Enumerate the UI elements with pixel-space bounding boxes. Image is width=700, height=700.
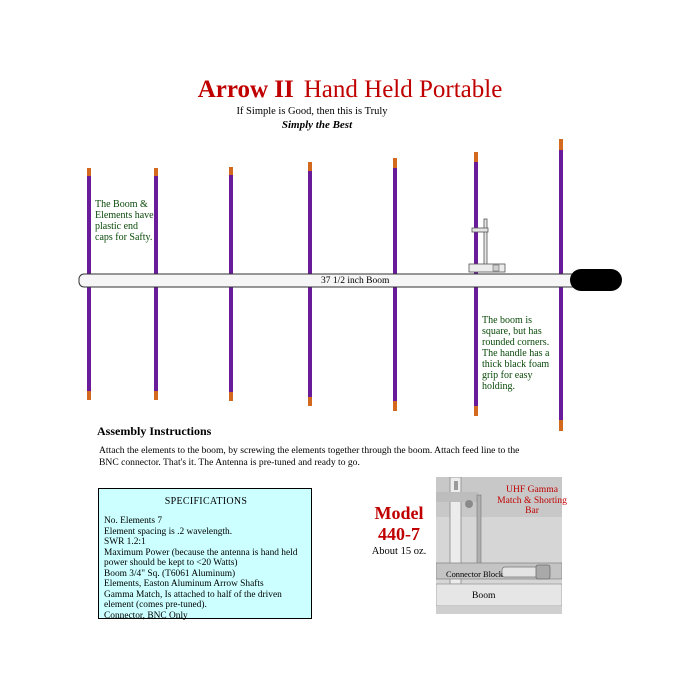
- spec-item: Elements, Easton Aluminum Arrow Shafts: [104, 579, 264, 589]
- photo-label-connector-block: Connector Block: [446, 570, 503, 579]
- element-3-bottom-cap: [229, 392, 233, 401]
- bnc-connector: [493, 265, 499, 271]
- spec-item: Maximum Power (because the antenna is hand held power should be kept to <20 Watts): [104, 547, 298, 568]
- subtitle: If Simple is Good, then this is Truly: [236, 106, 388, 117]
- element-3-top-cap: [229, 167, 233, 175]
- element-6-top-cap: [474, 152, 478, 162]
- element-7-top-cap: [559, 139, 563, 150]
- element-1-top-cap: [87, 168, 91, 176]
- shorting-bar: [472, 228, 488, 232]
- element-5-bottom-cap: [393, 401, 397, 411]
- photo-label-gamma-match: UHF Gamma Match & Shorting Bar: [497, 484, 567, 516]
- element-4-top-cap: [308, 162, 312, 171]
- boom-handle-note: The boom is square, but has rounded corners. The handle has a thick black foam grip for easy holding.: [482, 315, 550, 392]
- spec-item: No. Elements 7: [104, 516, 163, 526]
- element-2-top-cap: [154, 168, 158, 176]
- spec-item: Boom 3/4" Sq. (T6061 Aluminum): [104, 568, 236, 579]
- photo-label-boom: Boom: [472, 590, 496, 601]
- photo-boom: [436, 584, 562, 606]
- specifications-title: SPECIFICATIONS: [164, 496, 248, 507]
- spec-item: SWR 1.2:1: [104, 537, 146, 547]
- element-7-bottom-cap: [559, 420, 563, 431]
- spec-item: Gamma Match, Is attached to half of the driven element (comes pre-tuned).: [104, 589, 282, 610]
- screw-icon: [465, 500, 473, 508]
- model-number: Model 440-7: [374, 503, 424, 544]
- connector-block: [469, 264, 505, 272]
- element-5-top-cap: [393, 158, 397, 168]
- boom-label: 37 1/2 inch Boom: [321, 276, 390, 286]
- photo-gamma-rod: [477, 495, 481, 565]
- end-caps-note: The Boom & Elements have plastic end caps for Safty.: [95, 199, 154, 243]
- element-4-bottom-cap: [308, 397, 312, 406]
- tagline: Simply the Best: [281, 119, 353, 131]
- spec-item: Connector, BNC Only: [104, 610, 188, 621]
- title-product-name: Arrow II: [197, 76, 294, 103]
- assembly-instructions: Attach the elements to the boom, by screwing the elements together through the boom. Attach feed line to the BNC connector. That's it. The Antenna is pre-tuned and ready to go.: [99, 445, 520, 468]
- element-6-bottom-cap: [474, 406, 478, 416]
- assembly-heading: Assembly Instructions: [97, 424, 212, 438]
- model-weight: About 15 oz.: [371, 546, 427, 557]
- specifications-box: [98, 488, 312, 619]
- specifications-list: [104, 516, 312, 621]
- spec-item: Element spacing is .2 wavelength.: [104, 526, 233, 537]
- gamma-rod: [484, 219, 487, 267]
- element-2-bottom-cap: [154, 391, 158, 400]
- foam-handle-grip: [570, 269, 622, 291]
- element-1-bottom-cap: [87, 391, 91, 400]
- title-product-type: Hand Held Portable: [303, 76, 503, 103]
